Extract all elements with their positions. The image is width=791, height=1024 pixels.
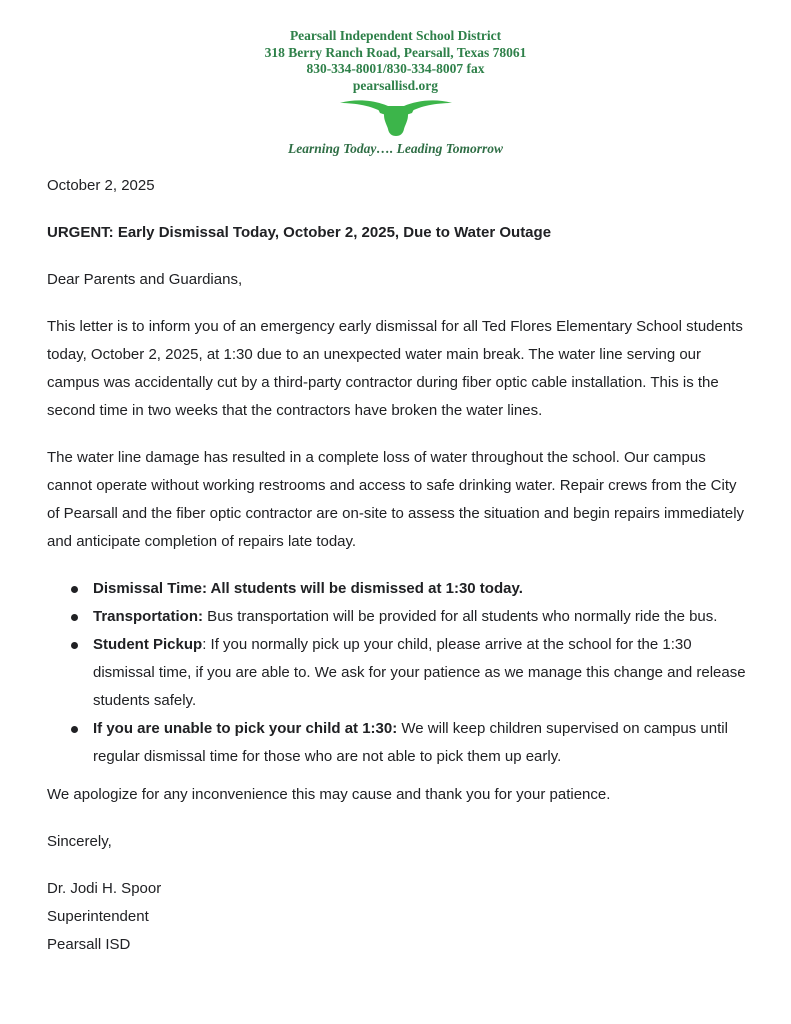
- letter-date: October 2, 2025: [47, 177, 155, 194]
- signature-title: Superintendent: [47, 908, 149, 925]
- list-item-student-pickup: [47, 631, 747, 715]
- district-phone-fax: 830-334-8001/830-334-8007 fax: [306, 61, 485, 76]
- list-item-label: Student Pickup: [93, 636, 203, 653]
- bullet-icon: [71, 614, 78, 621]
- letter-body: [47, 172, 747, 959]
- signature-name: Dr. Jodi H. Spoor: [47, 880, 162, 897]
- list-item-label: Dismissal Time: All students will be dismissed at 1:30 today.: [93, 580, 523, 597]
- list-item-transportation: [47, 603, 747, 631]
- list-item-text: Bus transportation will be provided for all students who normally ride the bus.: [203, 608, 718, 625]
- signature-organization: Pearsall ISD: [47, 936, 131, 953]
- list-item-unable-to-pickup: [47, 715, 747, 771]
- list-item-label: If you are unable to pick your child at 1:30:: [93, 720, 398, 737]
- bullet-icon: [71, 726, 78, 733]
- district-website: pearsallisd.org: [352, 77, 439, 93]
- bullet-icon: [71, 586, 78, 593]
- list-item-text: : If you normally pick up your child, please arrive at the school for the 1:30 dismissal time, if you are able to. We ask for your patience as we manage this change and release students safely.: [93, 636, 746, 709]
- list-item-label: Transportation:: [93, 608, 204, 625]
- district-tagline: Learning Today…. Leading Tomorrow: [287, 141, 504, 156]
- letter-subject: URGENT: Early Dismissal Today, October 2, 2025, Due to Water Outage: [47, 224, 552, 241]
- letterhead: [0, 28, 791, 157]
- letter-paragraph: The water line damage has resulted in a complete loss of water throughout the school. Our campus cannot operate without working restrooms and access to safe drinking water. Repair crews from the City of Pearsall and the fiber optic contractor are on-site to assess the situation and begin repairs immediately and anticipate completion of repairs late today.: [47, 449, 745, 550]
- list-item-dismissal-time: [47, 575, 747, 603]
- letter-sign-off: Sincerely,: [47, 833, 112, 850]
- district-address: 318 Berry Ranch Road, Pearsall, Texas 78061: [264, 44, 527, 60]
- letter-closing-line: We apologize for any inconvenience this may cause and thank you for your patience.: [47, 786, 611, 803]
- longhorn-icon: [338, 97, 454, 137]
- details-list: [47, 575, 747, 771]
- bullet-icon: [71, 642, 78, 649]
- list-item-text: We will keep children supervised on campus until regular dismissal time for those who are not able to pick them up early.: [93, 720, 728, 765]
- letter-salutation: Dear Parents and Guardians,: [47, 271, 243, 288]
- letter-paragraph: This letter is to inform you of an emergency early dismissal for all Ted Flores Elementary School students today, October 2, 2025, at 1:30 due to an unexpected water main break. The water line serving our campus was accidentally cut by a third-party contractor during fiber optic cable installation. This is the second time in two weeks that the contractors have broken the water lines.: [47, 318, 743, 419]
- district-name: Pearsall Independent School District: [289, 28, 502, 43]
